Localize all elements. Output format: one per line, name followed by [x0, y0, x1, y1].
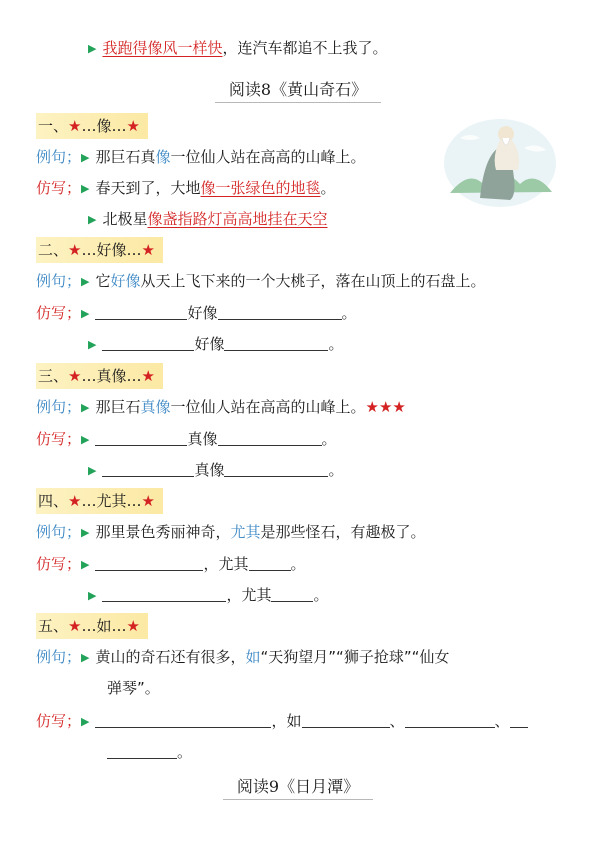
section-3-write-1: [36, 428, 337, 451]
star-icon: ★: [126, 117, 140, 135]
triangle-right-icon: ▶: [81, 433, 90, 446]
fill-blank[interactable]: [302, 712, 390, 728]
fill-blank[interactable]: [95, 304, 187, 320]
fill-blank[interactable]: [102, 461, 194, 477]
triangle-right-icon: ▶: [81, 715, 90, 728]
star-icon: ★: [68, 241, 82, 259]
example-text: 弹琴”。: [107, 679, 160, 697]
reading9-title-row: [0, 775, 596, 800]
triangle-right-icon: ▶: [81, 182, 90, 195]
top-line-rest: ，连汽车都追不上我了。: [222, 39, 388, 57]
imitate-label: 仿写；: [36, 555, 82, 573]
star-icon: ★: [126, 617, 140, 635]
triangle-right-icon: ▶: [81, 307, 90, 320]
example-label: 例句；: [36, 148, 82, 166]
imitate-label: 仿写；: [36, 179, 82, 197]
triangle-right-icon: ▶: [81, 558, 90, 571]
example-label: 例句；: [36, 648, 82, 666]
write-end: 。: [321, 430, 337, 448]
section-2-example: [36, 270, 486, 293]
section-5-write-1-cont: [107, 741, 192, 763]
write-keyword: 真像: [187, 430, 218, 448]
star-icon: ★: [68, 117, 82, 135]
fill-blank[interactable]: [224, 461, 328, 477]
section-4-heading: [36, 488, 163, 514]
star-icon: ★: [141, 241, 155, 259]
imitate-label: 仿写；: [36, 304, 82, 322]
write-text: 北极星: [102, 210, 148, 228]
example-label: 例句；: [36, 272, 82, 290]
triangle-right-icon: ▶: [81, 151, 90, 164]
fill-blank[interactable]: [95, 712, 271, 728]
section-2-write-2: [88, 333, 344, 356]
reading9-title: 阅读9《日月潭》: [223, 775, 373, 800]
section-5-write-1: [36, 710, 528, 733]
fill-blank[interactable]: [249, 555, 291, 571]
write-keyword: 好像: [194, 335, 225, 353]
section-3-heading: [36, 363, 163, 389]
top-example-line: [88, 37, 388, 60]
section-4-pattern: …尤其…: [81, 492, 142, 510]
write-keyword: ，尤其: [226, 586, 272, 604]
triangle-right-icon: ▶: [88, 589, 97, 602]
section-3-pattern: …真像…: [81, 367, 142, 385]
fill-blank[interactable]: [95, 430, 187, 446]
section-4-write-2: [88, 584, 329, 607]
section-4-write-1: [36, 553, 306, 576]
write-separator: 、: [389, 712, 405, 730]
section-4-example: [36, 521, 426, 544]
fill-blank[interactable]: [218, 304, 342, 320]
star-icon: ★: [68, 492, 82, 510]
section-1-example: [36, 146, 366, 169]
write-end: 。: [290, 555, 306, 573]
section-1-write-2: [88, 208, 328, 231]
imitate-label: 仿写；: [36, 430, 82, 448]
example-text: 那巨石真: [95, 148, 156, 166]
example-keyword: 如: [245, 648, 261, 666]
section-3-example: [36, 396, 406, 419]
fill-blank[interactable]: [271, 586, 313, 602]
rating-stars: ★★★: [365, 398, 406, 416]
write-end: 。: [177, 743, 193, 761]
write-text: 春天到了，大地: [95, 179, 201, 197]
triangle-right-icon: ▶: [81, 275, 90, 288]
example-keyword: 尤其: [230, 523, 261, 541]
triangle-right-icon: ▶: [88, 42, 97, 55]
section-2-write-1: [36, 302, 357, 325]
section-1-write-1: [36, 177, 336, 200]
write-separator: 、: [494, 712, 510, 730]
section-5-heading: [36, 613, 148, 639]
write-end: 。: [328, 461, 344, 479]
write-text: 。: [320, 179, 336, 197]
fill-blank[interactable]: [95, 555, 203, 571]
write-keyword: 真像: [194, 461, 225, 479]
write-highlight: 像盏指路灯高高地挂在天空: [147, 210, 328, 228]
example-text: 那巨石: [95, 398, 141, 416]
write-keyword: ，尤其: [203, 555, 249, 573]
section-2-pattern: …好像…: [81, 241, 142, 259]
write-end: 。: [313, 586, 329, 604]
triangle-right-icon: ▶: [81, 401, 90, 414]
star-icon: ★: [141, 492, 155, 510]
section-5-example-cont: [107, 677, 160, 699]
example-text: 从天上飞下来的一个大桃子，落在山顶上的石盘上。: [140, 272, 486, 290]
example-keyword: 真像: [140, 398, 171, 416]
top-line-highlight: 我跑得像风一样快: [102, 39, 223, 57]
triangle-right-icon: ▶: [81, 526, 90, 539]
section-1-number: 一、: [38, 117, 69, 135]
section-5-example: [36, 646, 449, 669]
write-end: 。: [328, 335, 344, 353]
fill-blank[interactable]: [107, 743, 177, 759]
example-text: 一位仙人站在高高的山峰上。: [170, 398, 366, 416]
fill-blank[interactable]: [510, 712, 528, 728]
section-4-number: 四、: [38, 492, 69, 510]
star-icon: ★: [68, 367, 82, 385]
section-3-write-2: [88, 459, 344, 482]
imitate-label: 仿写；: [36, 712, 82, 730]
section-2-number: 二、: [38, 241, 69, 259]
triangle-right-icon: ▶: [81, 651, 90, 664]
example-text: 是那些怪石，有趣极了。: [260, 523, 426, 541]
triangle-right-icon: ▶: [88, 464, 97, 477]
example-text: 一位仙人站在高高的山峰上。: [170, 148, 366, 166]
section-2-heading: [36, 237, 163, 263]
section-5-number: 五、: [38, 617, 69, 635]
section-3-number: 三、: [38, 367, 69, 385]
fill-blank[interactable]: [218, 430, 322, 446]
example-label: 例句；: [36, 523, 82, 541]
write-keyword: 好像: [187, 304, 218, 322]
write-end: 。: [341, 304, 357, 322]
example-text: 那里景色秀丽神奇，: [95, 523, 231, 541]
reading8-title-row: [0, 78, 596, 103]
reading8-title: 阅读8《黄山奇石》: [215, 78, 381, 103]
example-keyword: 好像: [110, 272, 141, 290]
fill-blank[interactable]: [102, 586, 226, 602]
fill-blank[interactable]: [405, 712, 495, 728]
fill-blank[interactable]: [224, 335, 328, 351]
triangle-right-icon: ▶: [88, 338, 97, 351]
section-5-pattern: …如…: [81, 617, 127, 635]
immortal-stone-illustration: [440, 108, 560, 208]
example-text: “天狗望月”“狮子抢球”“仙女: [260, 648, 450, 666]
example-keyword: 像: [155, 148, 171, 166]
write-keyword: ，如: [271, 712, 302, 730]
star-icon: ★: [141, 367, 155, 385]
example-label: 例句；: [36, 398, 82, 416]
write-highlight: 像一张绿色的地毯: [200, 179, 321, 197]
fill-blank[interactable]: [102, 335, 194, 351]
section-1-pattern: …像…: [81, 117, 127, 135]
example-text: 黄山的奇石还有很多，: [95, 648, 246, 666]
section-1-heading: [36, 113, 148, 139]
triangle-right-icon: ▶: [88, 213, 97, 226]
example-text: 它: [95, 272, 111, 290]
star-icon: ★: [68, 617, 82, 635]
